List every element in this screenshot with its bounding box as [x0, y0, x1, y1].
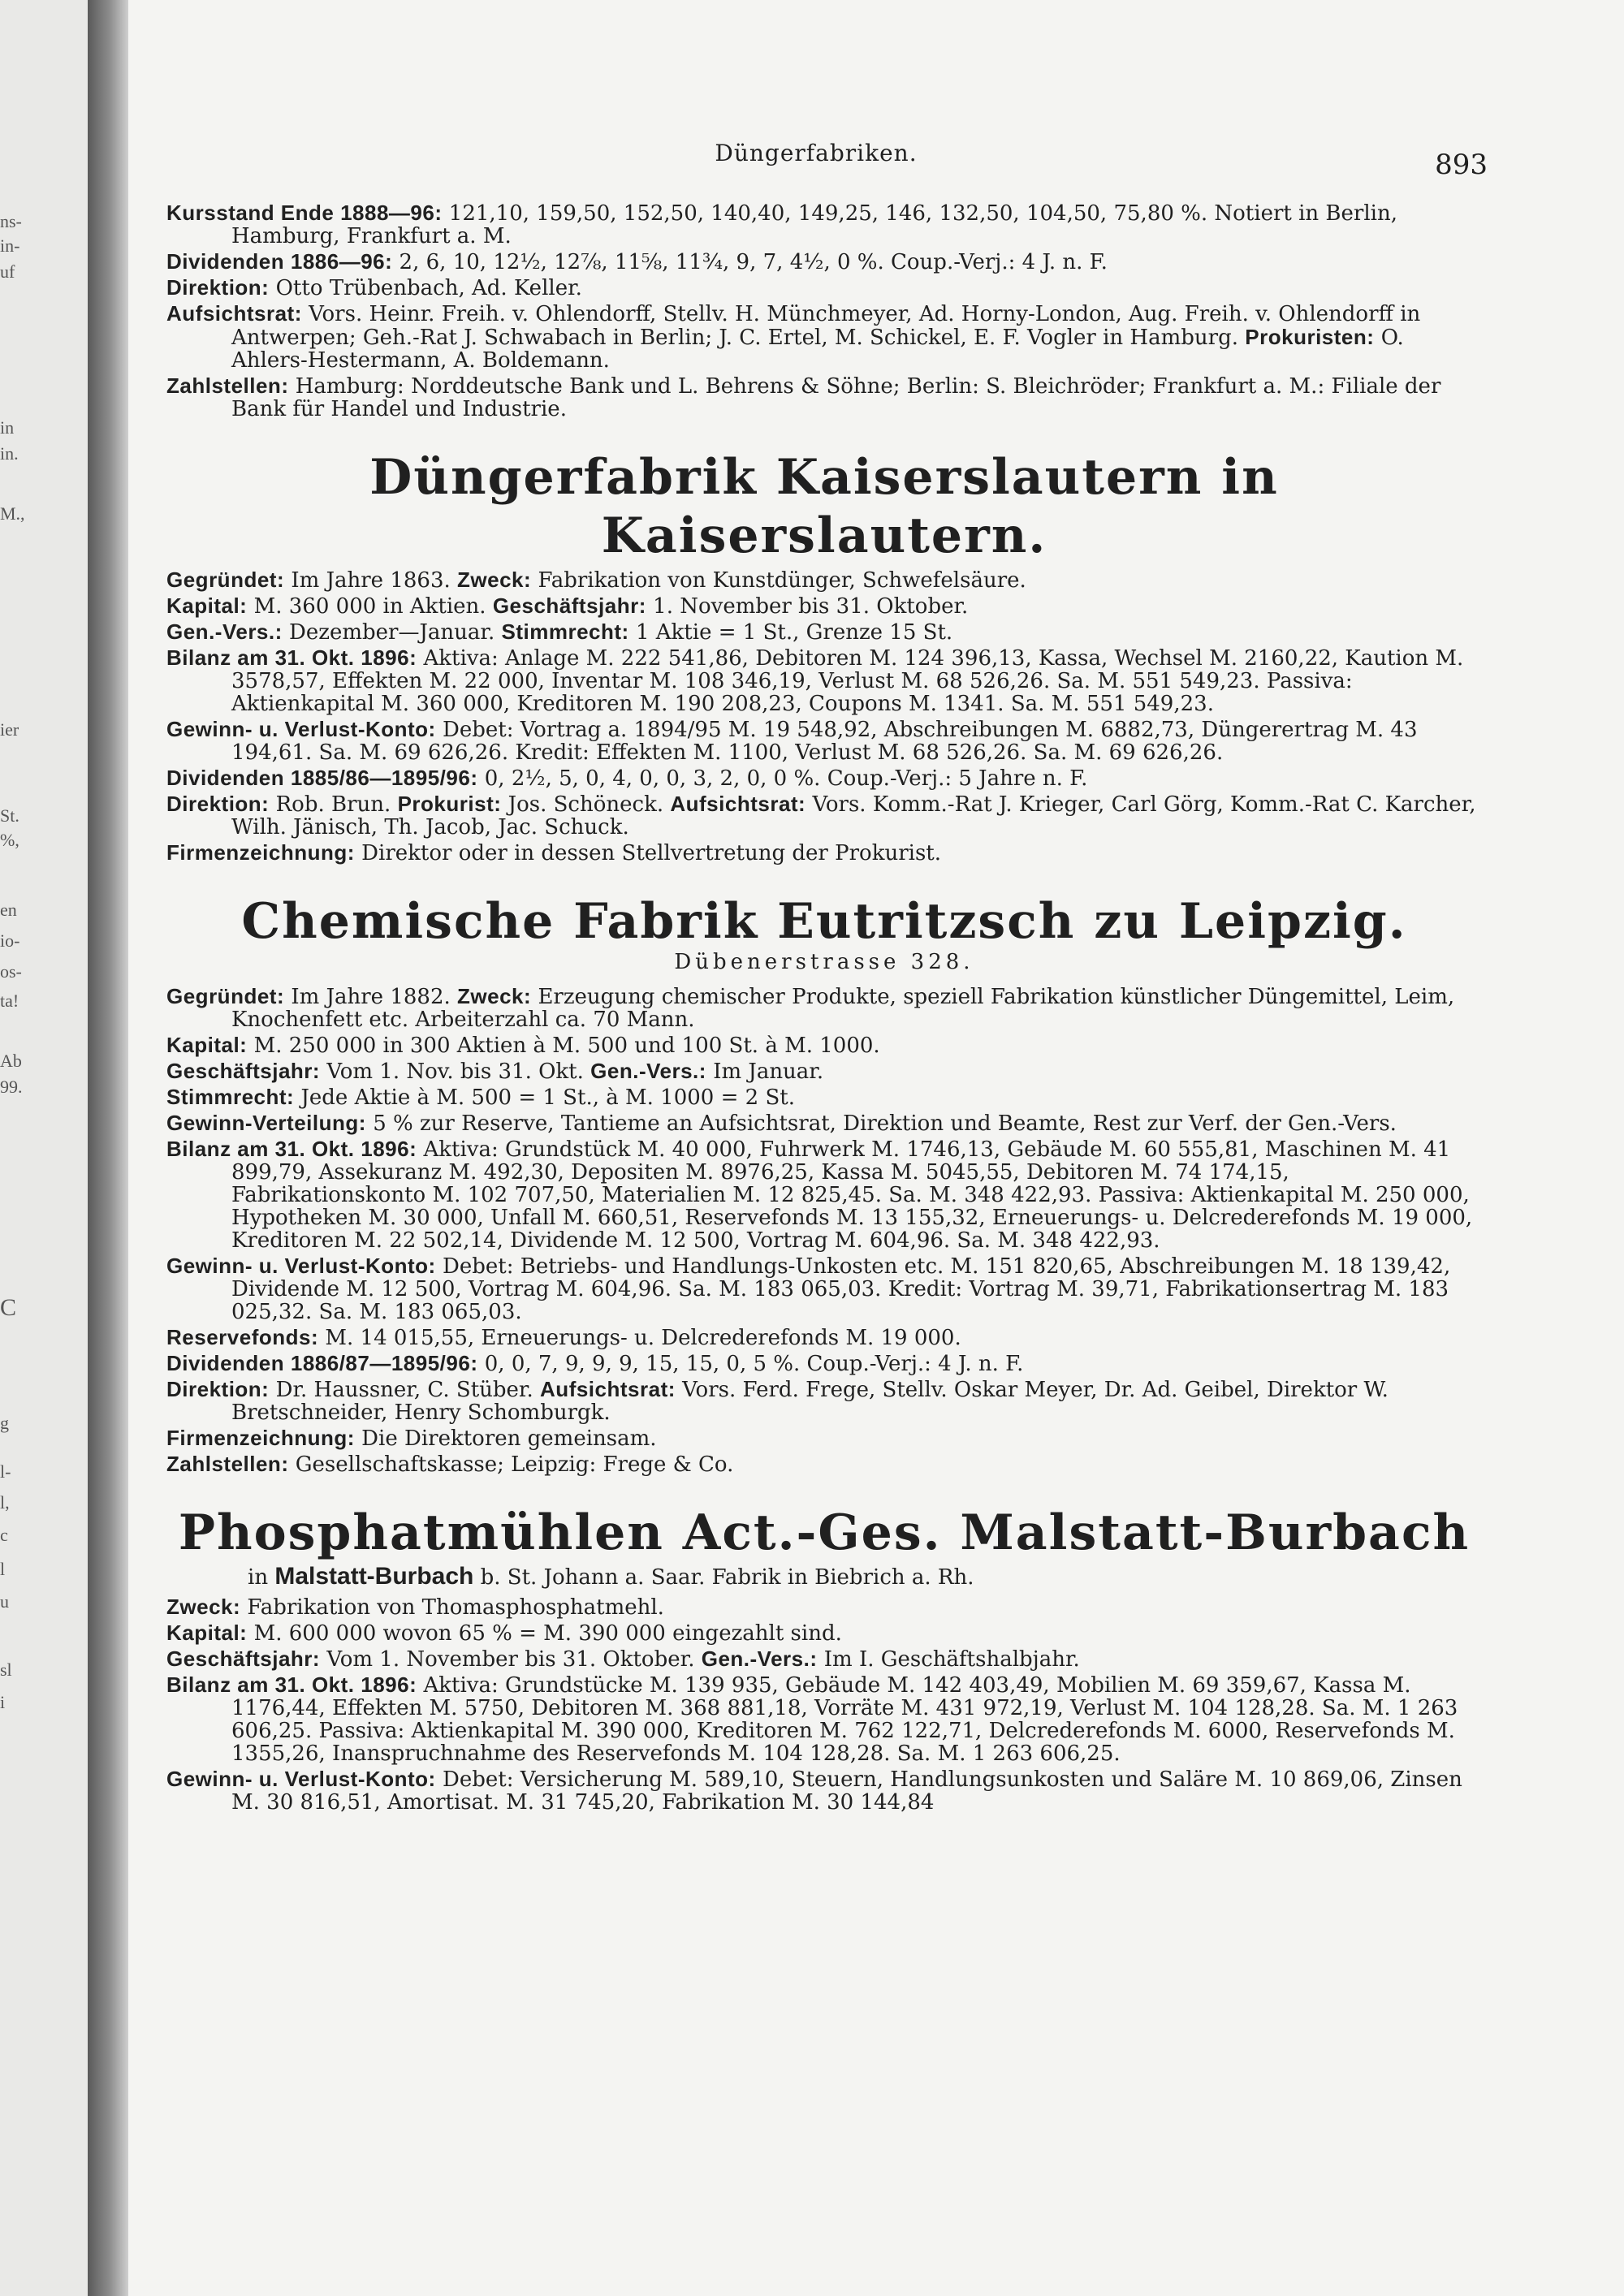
- entry-text: Debet: Betriebs- und Handlungs-Unkosten etc. M. 151 820,65, Abschreibungen M. 18 139,42, Dividende M. 12 500, Vortrag M. 604,96. Sa. M. 183 065,03. Kredit: Vortrag M. 39,71, Fabrikationsertrag M. 183 025,32. Sa. M. 183 065,03.: [231, 1254, 1451, 1324]
- entry-text: Vors. Komm.-Rat J. Krieger, Carl Görg, Komm.-Rat C. Karcher, Wilh. Jänisch, Th. Jacob, Jac. Schuck.: [231, 792, 1476, 839]
- entry-label: Gewinn- u. Verlust-Konto:: [166, 1254, 436, 1278]
- entry-gewinn-verlust: [166, 1767, 1482, 1814]
- entry-text: Im Jahre 1882.: [291, 985, 451, 1009]
- section-continuation: [166, 201, 1482, 421]
- left-fragment: 99.: [0, 1077, 23, 1097]
- entry-label: Prokurist:: [397, 792, 502, 816]
- entry-text: Fabrikation von Thomasphosphatmehl.: [247, 1595, 664, 1620]
- section-kaiserslautern: [166, 448, 1482, 865]
- entry-text: Im I. Geschäftshalbjahr.: [823, 1647, 1080, 1672]
- entry-label: Gegründet:: [166, 568, 285, 592]
- entry-aufsichtsrat: [166, 302, 1482, 372]
- entry-label: Stimmrecht:: [166, 1085, 295, 1109]
- location-rest: b. St. Johann a. Saar. Fabrik in Biebrich a. Rh.: [480, 1565, 974, 1590]
- entry-text: 1 Aktie = 1 St., Grenze 15 St.: [635, 620, 953, 645]
- entry-text: 5 % zur Reserve, Tantieme an Aufsichtsrat, Direktion und Beamte, Rest zur Verf. der Gen.-Vers.: [373, 1111, 1397, 1136]
- entry-text: Die Direktoren gemeinsam.: [361, 1426, 657, 1451]
- entry-gen-vers: [166, 620, 1482, 644]
- entry-text: Aktiva: Grundstücke M. 139 935, Gebäude M. 142 403,49, Mobilien M. 69 359,67, Kassa M. 1176,44, Effekten M. 5750, Debitoren M. 368 881,18, Vorräte M. 431 972,19, Verlust M. 104 128,28. Sa. M. 1 263 606,25. Passiva: Aktienkapital M. 390 000, Kreditoren M. 762 122,71, Delcrederefonds M. 6000, Reservefonds M. 1355,26, Inanspruchnahme des Reservefonds M. 104 128,28. Sa. M. 1 263 606,25.: [231, 1673, 1458, 1766]
- entry-label: Kapital:: [166, 1033, 248, 1057]
- left-fragment: in: [0, 417, 15, 438]
- entry-label: Gewinn- u. Verlust-Konto:: [166, 1767, 436, 1791]
- left-fragment: en: [0, 900, 17, 920]
- entry-label: Zweck:: [457, 984, 532, 1008]
- entry-text: Vom 1. November bis 31. Oktober.: [326, 1647, 695, 1672]
- entry-label: Direktion:: [166, 275, 270, 300]
- entry-zahlstellen: [166, 374, 1482, 421]
- entry-text: Aktiva: Grundstück M. 40 000, Fuhrwerk M. 1746,13, Gebäude M. 60 555,81, Maschinen M. 41 899,79, Assekuranz M. 492,30, Depositen M. 8976,25, Kassa M. 5045,55, Debitoren M. 74 174,15, Fabrikationskonto M. 102 707,50, Materialien M. 12 825,45. Sa. M. 348 422,93. Passiva: Aktienkapital M. 250 000, Hypotheken M. 30 000, Unfall M. 660,51, Reservefonds M. 13 155,32, Erneuerungs- u. Delcrederefonds M. 19 000, Kreditoren M. 22 502,14, Dividende M. 12 500, Vortrag M. 604,96. Sa. M. 348 422,93.: [231, 1137, 1473, 1253]
- firm-address: Dübenerstrasse 328.: [674, 950, 974, 974]
- section-eutritzsch: [166, 892, 1482, 1476]
- entry-label: Aufsichtsrat:: [670, 792, 806, 816]
- entry-label: Reservefonds:: [166, 1325, 319, 1349]
- entry-text: Jede Aktie à M. 500 = 1 St., à M. 1000 = 2 St.: [300, 1085, 795, 1110]
- entry-label: Zweck:: [166, 1595, 241, 1619]
- entry-text: M. 600 000 wovon 65 % = M. 390 000 eingezahlt sind.: [253, 1621, 842, 1646]
- entry-text: Im Januar.: [713, 1060, 824, 1084]
- entry-label: Kapital:: [166, 593, 248, 618]
- entry-label: Aufsichtsrat:: [166, 301, 302, 326]
- firm-title: Chemische Fabrik Eutritzsch zu Leipzig.: [241, 893, 1407, 950]
- left-fragment: ier: [0, 719, 19, 740]
- firm-location: [166, 1565, 1482, 1589]
- left-fragment: c: [0, 1525, 8, 1545]
- entry-zahlstellen: [166, 1452, 1482, 1476]
- entry-text: Dr. Haussner, C. Stüber.: [275, 1378, 533, 1402]
- entry-label: Bilanz am 31. Okt. 1896:: [166, 1672, 417, 1697]
- entry-dividenden: [166, 1352, 1482, 1375]
- entry-label: Gen.-Vers.:: [701, 1646, 818, 1671]
- left-fragment: u: [0, 1591, 9, 1612]
- entry-label: Kursstand Ende 1888—96:: [166, 201, 443, 225]
- entry-kapital: [166, 594, 1482, 618]
- entry-stimmrecht: [166, 1085, 1482, 1109]
- entry-text: Gesellschaftskasse; Leipzig: Frege & Co.: [295, 1452, 734, 1477]
- entry-label: Zahlstellen:: [166, 373, 289, 398]
- entry-bilanz: [166, 646, 1482, 715]
- entry-label: Geschäftsjahr:: [492, 593, 646, 618]
- entry-gewinn-verteilung: [166, 1111, 1482, 1135]
- entry-label: Gewinn- u. Verlust-Konto:: [166, 717, 436, 741]
- section-malstatt-burbach: [166, 1504, 1482, 1814]
- entry-label: Gen.-Vers.:: [166, 619, 283, 644]
- entry-text: Vors. Heinr. Freih. v. Ohlendorff, Stellv. H. Münchmeyer, Ad. Horny-London, Aug. Freih. v. Ohlendorff in Antwerpen; Geh.-Rat J. Schwabach in Berlin; J. C. Ertel, M. Schickel, E. F. Vogler in Hamburg.: [231, 302, 1421, 350]
- entry-label: Zweck:: [457, 568, 532, 592]
- entry-text: Fabrikation von Kunstdünger, Schwefelsäure.: [538, 568, 1026, 593]
- entry-kapital: [166, 1034, 1482, 1057]
- entry-text: Vom 1. Nov. bis 31. Okt.: [326, 1060, 584, 1084]
- entry-text: M. 360 000 in Aktien.: [253, 594, 486, 619]
- entry-label: Prokuristen:: [1245, 325, 1375, 349]
- entry-text: 0, 2½, 5, 0, 4, 0, 0, 3, 2, 0, 0 %. Coup.-Verj.: 5 Jahre n. F.: [484, 766, 1088, 791]
- firm-title: Düngerfabrik Kaiserslautern in Kaiserslautern.: [369, 449, 1279, 564]
- entry-label: Aufsichtsrat:: [540, 1377, 676, 1401]
- entry-text: 2, 6, 10, 12½, 12⅞, 11⅝, 11¾, 9, 7, 4½, 0 %. Coup.-Verj.: 4 J. n. F.: [399, 250, 1108, 274]
- entry-label: Firmenzeichnung:: [166, 840, 355, 865]
- location-prefix: in: [248, 1565, 269, 1590]
- entry-label: Bilanz am 31. Okt. 1896:: [166, 1137, 417, 1161]
- entry-label: Dividenden 1886/87—1895/96:: [166, 1351, 478, 1375]
- left-fragment: io-: [0, 930, 20, 951]
- firm-title: Phosphatmühlen Act.-Ges. Malstatt-Burbach: [178, 1504, 1471, 1561]
- entry-gewinn-verlust: [166, 718, 1482, 764]
- entry-label: Dividenden 1885/86—1895/96:: [166, 766, 478, 790]
- left-fragment: uf: [0, 261, 15, 282]
- left-fragment: in-: [0, 235, 20, 256]
- entry-gegruendet: [166, 985, 1482, 1031]
- entry-label: Firmenzeichnung:: [166, 1426, 355, 1450]
- entry-text: M. 250 000 in 300 Aktien à M. 500 und 100 St. à M. 1000.: [253, 1034, 880, 1058]
- entry-text: Rob. Brun.: [275, 792, 391, 817]
- entry-text: Aktiva: Anlage M. 222 541,86, Debitoren M. 124 396,13, Kassa, Wechsel M. 2160,22, Kaution M. 3578,57, Effekten M. 22 000, Inventar M. 108 346,19, Verlust M. 68 526,26. Sa. M. 551 549,23. Passiva: Aktienkapital M. 360 000, Kreditoren M. 190 208,23, Coupons M. 1341. Sa. M. 551 549,23.: [231, 646, 1464, 716]
- left-fragment: l: [0, 1559, 6, 1579]
- entry-label: Gen.-Vers.:: [590, 1059, 706, 1083]
- entry-direktion: [166, 276, 1482, 300]
- entry-label: Direktion:: [166, 792, 270, 816]
- entry-label: Kapital:: [166, 1621, 248, 1645]
- entry-text: 0, 0, 7, 9, 9, 9, 15, 15, 0, 5 %. Coup.-Verj.: 4 J. n. F.: [484, 1352, 1024, 1376]
- entry-text: Hamburg: Norddeutsche Bank und L. Behrens & Söhne; Berlin: S. Bleichröder; Frankfurt a. M.: Filiale der Bank für Handel und Industrie.: [231, 374, 1441, 421]
- entry-text: Otto Trübenbach, Ad. Keller.: [275, 276, 582, 300]
- entry-label: Zahlstellen:: [166, 1452, 289, 1476]
- left-fragment: in.: [0, 443, 19, 464]
- book-gutter: [88, 0, 128, 2296]
- left-fragment: %,: [0, 830, 19, 850]
- text-column: [166, 201, 1482, 1816]
- entry-dividenden: [166, 250, 1482, 274]
- left-fragment: sl: [0, 1659, 12, 1680]
- left-fragment: g: [0, 1413, 9, 1433]
- entry-label: Geschäftsjahr:: [166, 1646, 321, 1671]
- entry-label: Direktion:: [166, 1377, 270, 1401]
- left-fragment: Ab: [0, 1051, 22, 1071]
- entry-text: 121,10, 159,50, 152,50, 140,40, 149,25, 146, 132,50, 104,50, 75,80 %. Notiert in Berlin, Hamburg, Frankfurt a. M.: [231, 201, 1397, 248]
- location-name: Malstatt-Burbach: [274, 1563, 474, 1590]
- facing-page-edge: [0, 0, 89, 2296]
- entry-dividenden: [166, 766, 1482, 790]
- entry-direktion: [166, 1378, 1482, 1424]
- left-fragment: i: [0, 1692, 6, 1712]
- entry-gewinn-verlust: [166, 1254, 1482, 1323]
- entry-text: Vors. Ferd. Frege, Stellv. Oskar Meyer, Dr. Ad. Geibel, Direktor W. Bretschneider, Henry Schomburgk.: [231, 1378, 1389, 1425]
- entry-firmenzeichnung: [166, 841, 1482, 865]
- entry-bilanz: [166, 1673, 1482, 1765]
- entry-text: Im Jahre 1863.: [291, 568, 451, 593]
- entry-text: Erzeugung chemischer Produkte, speziell Fabrikation künstlicher Düngemittel, Leim, Knochenfett etc. Arbeiterzahl ca. 70 Mann.: [231, 985, 1455, 1032]
- entry-geschaeftsjahr: [166, 1647, 1482, 1671]
- entry-label: Geschäftsjahr:: [166, 1059, 321, 1083]
- entry-firmenzeichnung: [166, 1426, 1482, 1450]
- left-fragment: l-: [0, 1461, 11, 1482]
- left-fragment: ns-: [0, 211, 22, 231]
- left-fragment: St.: [0, 805, 19, 826]
- entry-gegruendet: [166, 568, 1482, 592]
- entry-text: Debet: Vortrag a. 1894/95 M. 19 548,92, Abschreibungen M. 6882,73, Düngerertrag M. 43 194,61. Sa. M. 69 626,26. Kredit: Effekten M. 1100, Verlust M. 68 526,26. Sa. M. 69 626,26.: [231, 718, 1418, 765]
- entry-label: Dividenden 1886—96:: [166, 249, 393, 274]
- left-fragment: l,: [0, 1492, 10, 1513]
- entry-label: Stimmrecht:: [501, 619, 629, 644]
- entry-text: Dezember—Januar.: [289, 620, 495, 645]
- left-fragment: M.,: [0, 503, 25, 524]
- left-fragment: C: [0, 1294, 17, 1321]
- page-header: Düngerfabriken.: [715, 140, 918, 166]
- entry-reservefonds: [166, 1326, 1482, 1349]
- entry-label: Bilanz am 31. Okt. 1896:: [166, 645, 417, 670]
- entry-label: Gewinn-Verteilung:: [166, 1111, 366, 1135]
- entry-text: 1. November bis 31. Oktober.: [653, 594, 969, 619]
- entry-label: Gegründet:: [166, 984, 285, 1008]
- page-number: 893: [1435, 149, 1488, 181]
- entry-text: Direktor oder in dessen Stellvertretung der Prokurist.: [361, 841, 942, 865]
- entry-text: M. 14 015,55, Erneuerungs- u. Delcrederefonds M. 19 000.: [325, 1326, 961, 1350]
- entry-zweck: [166, 1595, 1482, 1619]
- entry-bilanz: [166, 1137, 1482, 1252]
- entry-text: Debet: Versicherung M. 589,10, Steuern, Handlungsunkosten und Saläre M. 10 869,06, Zinsen M. 30 816,51, Amortisat. M. 31 745,20, Fabrikation M. 30 144,84: [231, 1767, 1462, 1815]
- entry-kapital: [166, 1621, 1482, 1645]
- entry-text: O. Ahlers-Hestermann, A. Boldemann.: [231, 326, 1404, 373]
- left-fragment: os-: [0, 961, 22, 982]
- left-fragment: ta!: [0, 990, 19, 1011]
- entry-direktion: [166, 792, 1482, 839]
- entry-text: Jos. Schöneck.: [508, 792, 664, 817]
- entry-geschaeftsjahr: [166, 1060, 1482, 1083]
- entry-kursstand: [166, 201, 1482, 248]
